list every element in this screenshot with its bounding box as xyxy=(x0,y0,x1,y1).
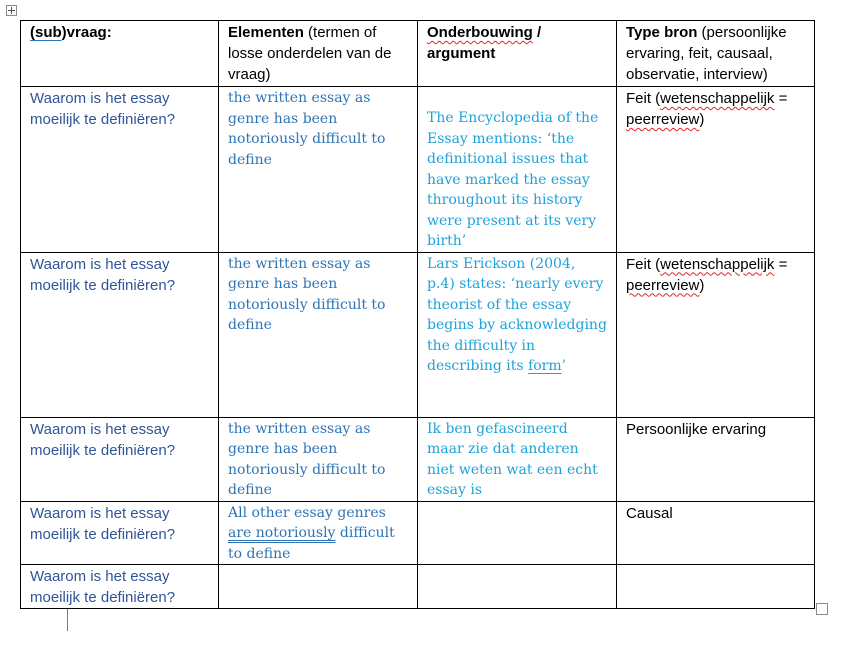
source-part-a: Feit ( xyxy=(626,90,661,107)
source-part-d: peerreview xyxy=(626,276,700,294)
cell-source[interactable] xyxy=(617,87,815,253)
argument-part-c: ’ xyxy=(561,358,567,374)
argument-part-b: form xyxy=(528,358,562,374)
table-row xyxy=(21,501,815,565)
header-subquestion-part1: (sub xyxy=(30,24,62,41)
element-part-b: are notoriously xyxy=(228,525,336,541)
cell-argument[interactable] xyxy=(418,417,617,501)
source-part-e: ) xyxy=(699,276,705,294)
header-cell-argument[interactable] xyxy=(418,21,617,87)
question-text: Waarom is het essay moeilijk te definiëren? xyxy=(30,255,176,294)
table-row xyxy=(21,87,815,253)
element-part-a: All other essay genres xyxy=(228,504,386,521)
cell-element[interactable] xyxy=(219,87,418,253)
source-part-c: = xyxy=(774,255,788,273)
header-argument-bold-part2: / argument xyxy=(427,24,542,62)
question-text: Waarom is het essay moeilijk te definiëren? xyxy=(30,568,176,606)
header-cell-subquestion[interactable] xyxy=(21,21,219,87)
source-part-b: wetenschappelijk xyxy=(660,90,775,107)
source-part-a: Feit ( xyxy=(626,255,661,273)
element-part-c: difficult to define xyxy=(228,525,395,562)
header-argument-bold-part1: Onderbouwing xyxy=(427,24,533,41)
cell-argument[interactable] xyxy=(418,501,617,565)
header-elements-bold: Elementen xyxy=(228,24,304,41)
question-text: Waarom is het essay moeilijk te definiëren? xyxy=(30,90,176,128)
source-part-c: = xyxy=(774,90,788,107)
table-header-row xyxy=(21,21,815,87)
cell-element[interactable] xyxy=(219,565,418,609)
cell-source[interactable] xyxy=(617,417,815,501)
cell-argument[interactable] xyxy=(418,252,617,417)
cell-question[interactable] xyxy=(21,565,219,609)
header-source-bold: Type bron xyxy=(626,24,698,41)
cell-element[interactable] xyxy=(219,252,418,417)
cell-question[interactable] xyxy=(21,501,219,565)
argument-text: Ik ben gefascineerd maar zie dat anderen niet weten wat een echt essay is xyxy=(427,420,598,498)
header-cell-elements[interactable] xyxy=(219,21,418,87)
argument-text: The Encyclopedia of the Essay mentions: ‘the definitional issues that have marked the essay throughout its history were present at its very birth’ xyxy=(427,110,599,249)
source-text: Persoonlijke ervaring xyxy=(626,420,767,438)
cell-element[interactable] xyxy=(219,417,418,501)
element-text: the written essay as genre has been notoriously difficult to define xyxy=(228,420,386,498)
cell-question[interactable] xyxy=(21,252,219,417)
header-subquestion-part2: )vraag: xyxy=(61,24,112,41)
table-resize-handle-icon[interactable] xyxy=(816,603,828,615)
element-text: the written essay as genre has been notoriously difficult to define xyxy=(228,255,386,333)
cell-source[interactable] xyxy=(617,501,815,565)
cell-element[interactable] xyxy=(219,501,418,565)
cell-source[interactable] xyxy=(617,252,815,417)
header-elements-rest: (termen of losse onderdelen van de vraag) xyxy=(228,24,392,83)
table-row xyxy=(21,565,815,609)
cell-source[interactable] xyxy=(617,565,815,609)
element-text: the written essay as genre has been notoriously difficult to define xyxy=(228,90,386,168)
text-cursor xyxy=(67,609,68,631)
cell-argument[interactable] xyxy=(418,565,617,609)
question-text: Waarom is het essay moeilijk te definiëren? xyxy=(30,420,176,459)
source-part-b: wetenschappelijk xyxy=(660,255,775,273)
header-source-rest: (persoonlijke ervaring, feit, causaal, observatie, interview) xyxy=(626,24,787,83)
table-move-handle-icon[interactable] xyxy=(6,5,17,16)
research-table xyxy=(20,20,815,609)
cell-question[interactable] xyxy=(21,417,219,501)
question-text: Waarom is het essay moeilijk te definiëren? xyxy=(30,504,176,543)
cell-argument[interactable] xyxy=(418,87,617,253)
header-cell-source-type[interactable] xyxy=(617,21,815,87)
source-text: Causal xyxy=(626,504,673,522)
source-part-d: peerreview xyxy=(626,111,700,128)
source-part-e: ) xyxy=(699,111,705,128)
table-row xyxy=(21,252,815,417)
argument-part-a: Lars Erickson (2004, p.4) states: ‘nearly every theorist of the essay begins by acknowledging the difficulty in describing its xyxy=(427,255,607,374)
cell-question[interactable] xyxy=(21,87,219,253)
table-row xyxy=(21,417,815,501)
